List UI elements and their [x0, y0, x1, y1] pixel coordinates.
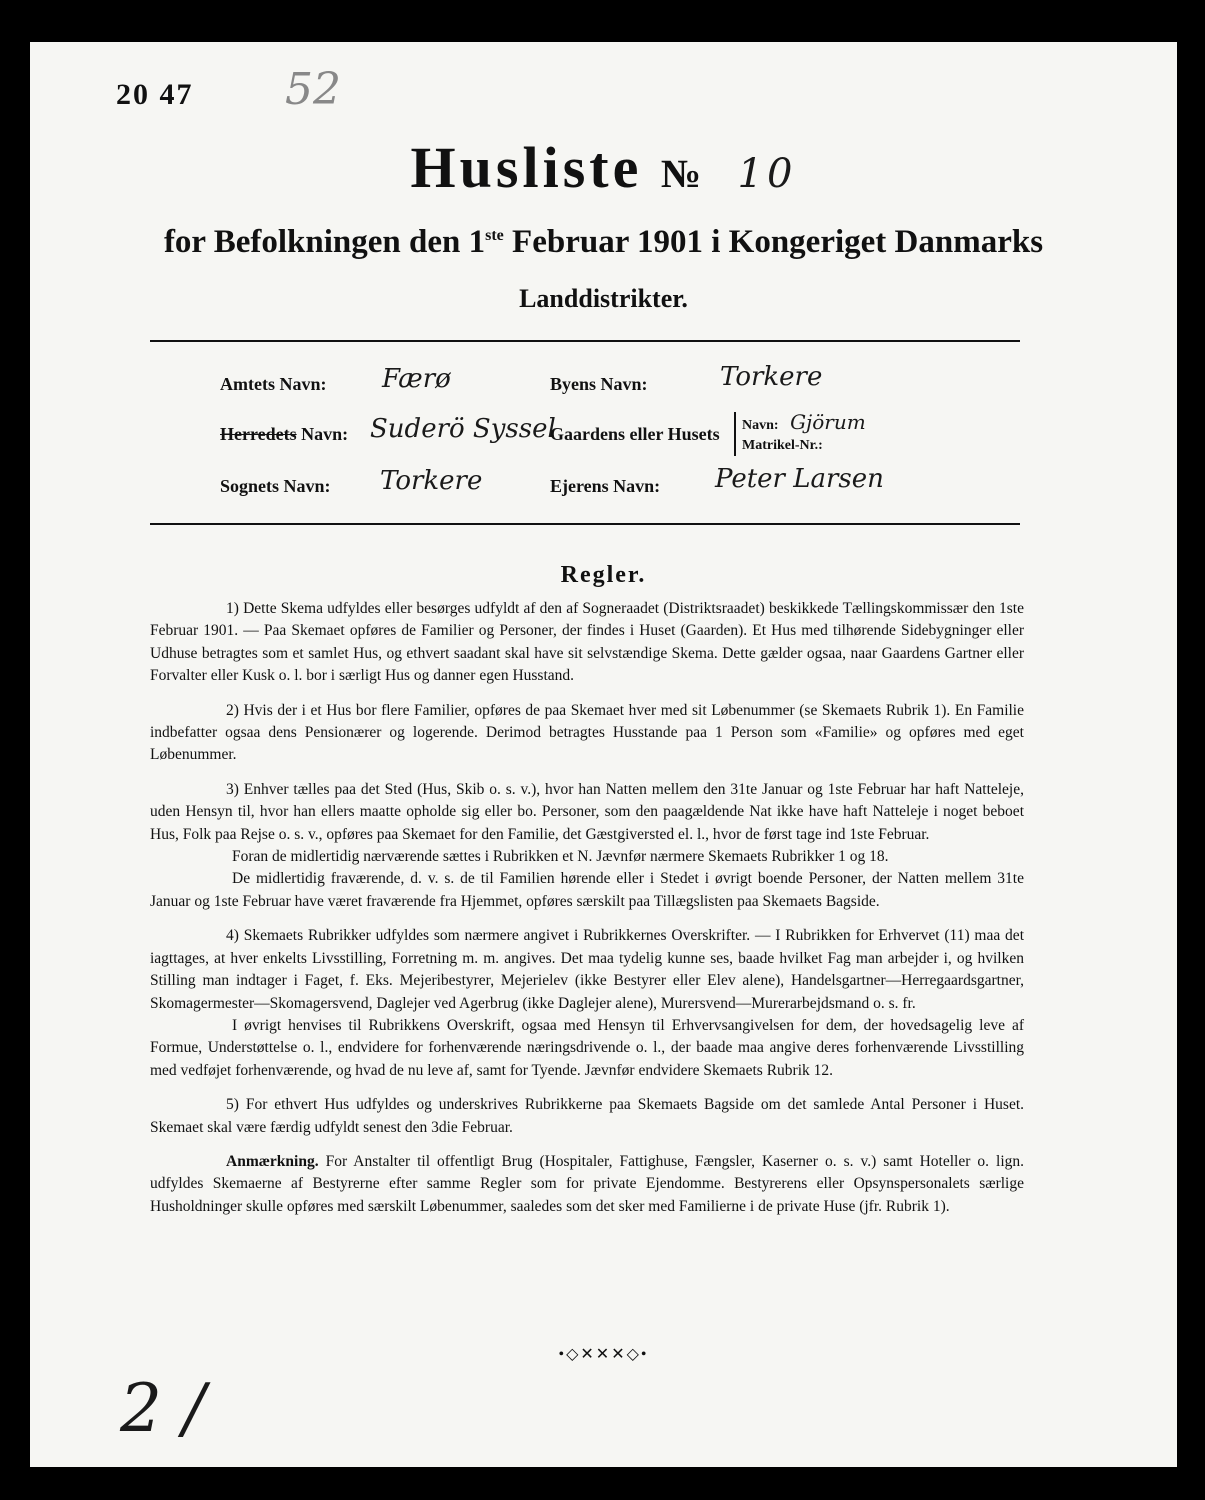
rules-body	[150, 598, 1024, 1230]
by-value: Torkere	[720, 362, 823, 392]
amt-value: Færø	[382, 364, 451, 394]
census-form-sheet	[30, 42, 1177, 1467]
gaard-navn-value: Gjörum	[790, 410, 866, 434]
subtitle-sup: ste	[485, 227, 504, 244]
handwritten-bottom-number: 2 /	[120, 1370, 206, 1447]
top-divider	[150, 340, 1020, 342]
gaard-navn-row	[742, 412, 932, 436]
sogn-value: Torkere	[380, 466, 483, 496]
amt-label: Amtets Navn:	[220, 374, 327, 394]
herred-struck: Herredets	[220, 424, 297, 444]
rule-2: 2) Hvis der i et Hus bor flere Familier, opføres de paa Skemaet hver med sit Løbenummer (se Skemaets Rubrik 1). En Familie indbefatter ogsaa dens Pensionærer og logerende. Derimod betragtes Husstande paa 1 Person som «Familie» og opføres med eget Løbenummer.	[150, 701, 1024, 764]
rule-3-absent: De midlertidig fraværende, d. v. s. de til Familien hørende eller i Stedet i øvrigt boende Personer, der Natten mellem 31te Januar og 1ste Februar have været fraværende fra Hjemmet, opføres særskilt paa Tillægslisten paa Skemaets Bagside.	[150, 870, 1024, 910]
subtitle-post: Februar 1901 i Kongeriget Danmarks	[503, 224, 1044, 260]
form-subtitle	[30, 224, 1177, 261]
rules-heading: Regler.	[560, 562, 647, 588]
remark-label: Anmærkning.	[226, 1152, 319, 1170]
rule-1: 1) Dette Skema udfyldes eller besørges udfyldt af den af Sogneraadet (Distriktsraadet) beskikkede Tællingskommissær den 1ste Februar 1901. — Paa Skemaet opføres de Familier og Personer, der findes i Huset (Gaarden). Et Hus med tilhørende Sidebygninger eller Udhuse betragtes som et samlet Hus, og ethvert saadant skal have sit selvstændige Skema. Dette gælder ogsaa, naar Gaardens Gartner eller Forvalter eller Kusk o. l. bor i særligt Hus og danner egen Husstand.	[150, 600, 1024, 685]
number-sign: №	[660, 151, 702, 196]
house-list-number: 10	[737, 151, 797, 197]
form-title	[30, 134, 1177, 201]
by-label: Byens Navn:	[550, 374, 648, 394]
pencil-page-number: 52	[285, 64, 341, 115]
ejer-label: Ejerens Navn:	[550, 476, 661, 496]
subtitle-pre: for Befolkningen den 1	[163, 224, 486, 260]
herred-rest: Navn:	[296, 424, 349, 444]
gaard-navn-label: Navn:	[742, 418, 779, 433]
gaard-label: Gaardens eller Husets	[550, 424, 720, 444]
ejer-value: Peter Larsen	[715, 464, 884, 494]
rule-4-cont: I øvrigt henvises til Rubrikkens Overskrift, ogsaa med Hensyn til Erhvervsangivelsen for dem, der hovedsagelig leve af Formue, Understøttelse o. l., endvidere for forhenværende næringsdrivende o. l., der baade maa angive deres forhenværende Livsstilling med vedføjet forhenværende, og hvad de nu leve af, samt for Tyende. Jævnfør endvidere Skemaets Rubrik 12.	[150, 1016, 1024, 1079]
matrikel-label: Matrikel-Nr.:	[742, 438, 823, 453]
rule-4: 4) Skemaets Rubrikker udfyldes som nærmere angivet i Rubrikkernes Overskrifter. — I Rubrikken for Erhvervet (11) maa det iagttages, at hver enkelts Livsstilling, Forretning m. m. angives. Det maa tydelig kunne ses, baade hvilket Fag man arbejder i, og hvilken Stilling man indtager i Faget, f. Eks. Mejeribestyrer, Mejerielev (ikke Bestyrer eller Elev alene), Handelsgartner—Herregaardsgartner, Skomagermester—Skomagersvend, Daglejer ved Agerbrug (ikke Daglejer alene), Murersvend—Murerarbejdsmand o. s. fr.	[150, 927, 1024, 1012]
ornament-divider: •◇✕✕✕◇•	[558, 1346, 649, 1363]
rule-3-note-n: Foran de midlertidig nærværende sættes i Rubrikken et N. Jævnfør nærmere Skemaets Rubrikker 1 og 18.	[232, 848, 889, 866]
district-heading: Landdistrikter.	[519, 284, 688, 313]
remark-text: For Anstalter til offentligt Brug (Hospitaler, Fattighuse, Fængsler, Kaserner o. s. v.) samt Hoteller o. lign. udfyldes Skemaerne af Bestyrerne efter samme Regler som for private Ejendomme. Bestyrerens eller Opsynspersonalets særlige Husholdninger skulle opføres med særskilt Løbenummer, saaledes som det sker med Familierne i de private Huse (jfr. Rubrik 1).	[150, 1152, 1024, 1215]
title-text: Husliste	[410, 135, 643, 200]
remark	[150, 1151, 1024, 1218]
herred-label	[220, 424, 348, 445]
fields-divider	[150, 523, 1020, 525]
archive-stamp-number: 20 47	[116, 78, 194, 111]
herred-value: Suderö Syssel	[370, 414, 556, 444]
sogn-label: Sognets Navn:	[220, 476, 331, 496]
rule-5: 5) For ethvert Hus udfyldes og underskrives Rubrikkerne paa Skemaets Bagside om det samlede Antal Personer i Huset. Skemaet skal være færdig udfyldt senest den 3die Februar.	[150, 1096, 1024, 1136]
gaard-brace	[734, 412, 932, 456]
rule-3: 3) Enhver tælles paa det Sted (Hus, Skib o. s. v.), hvor han Natten mellem den 31te Januar og 1ste Februar har haft Natteleje, uden Hensyn til, hvor han ellers maatte opholde sig eller bo. Personer, som den paagældende Nat ikke have haft Natteleje i noget beboet Hus, Folk paa Rejse o. s. v., opføres paa Skemaet for den Familie, det Gæstgiversted el. l., hvor de først tage ind 1ste Februar.	[150, 780, 1024, 843]
